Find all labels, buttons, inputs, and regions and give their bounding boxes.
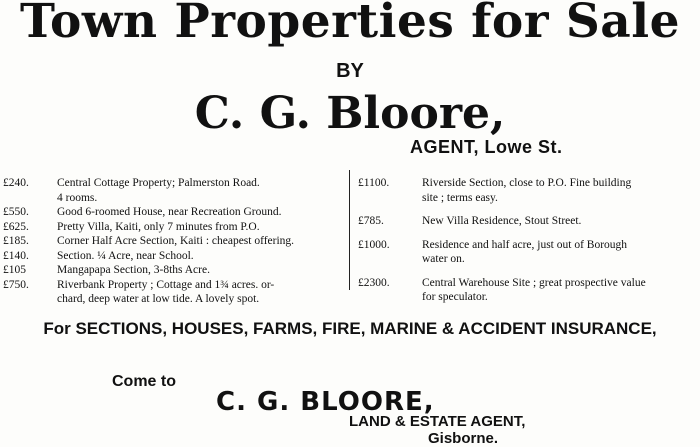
- listing-price: [358, 252, 422, 267]
- listing-description: site ; terms easy.: [422, 191, 498, 204]
- listing-description: New Villa Residence, Stout Street.: [422, 215, 582, 227]
- listing-price: [358, 191, 422, 206]
- agent-town: Gisborne.: [428, 430, 499, 447]
- agent-address: AGENT, Lowe St.: [410, 137, 563, 157]
- column-divider: [349, 170, 350, 290]
- listing-price: £185.: [3, 235, 29, 247]
- agent-name-heading: C. G. Bloore,: [194, 88, 506, 139]
- listing-price: [358, 290, 422, 305]
- listing-description: Riverbank Property ; Cottage and 1¾ acres. or-: [57, 278, 275, 291]
- listings-left-column: [3, 176, 345, 307]
- listing-price: £240.: [3, 177, 29, 189]
- listing-line: [358, 191, 700, 206]
- listing-description: water on.: [422, 253, 465, 265]
- listing-line: [3, 278, 345, 293]
- insurance-line: For SECTIONS, HOUSES, FARMS, FIRE, MARINE & ACCIDENT INSURANCE,: [43, 319, 657, 338]
- listing-line: [358, 176, 700, 191]
- listing-description: Good 6-roomed House, near Recreation Ground.: [57, 206, 282, 218]
- listing-spacer: [358, 229, 700, 238]
- listing-description: Central Warehouse Site ; great prospective value: [422, 276, 646, 289]
- listing-line: [3, 205, 345, 220]
- listing-description: Corner Half Acre Section, Kaiti : cheapest offering.: [57, 235, 295, 247]
- listing-description: for speculator.: [422, 291, 488, 303]
- listing-line: [3, 191, 345, 206]
- listing-price: [3, 292, 57, 307]
- listing-description: Central Cottage Property; Palmerston Road.: [57, 177, 260, 189]
- listing-line: [3, 220, 345, 235]
- agent-role: LAND & ESTATE AGENT,: [349, 413, 526, 430]
- listing-price: £2300.: [358, 276, 390, 289]
- listing-description: chard, deep water at low tide. A lovely spot.: [57, 293, 260, 305]
- listing-price: £550.: [3, 206, 29, 218]
- listing-description: Residence and half acre, just out of Borough: [422, 238, 628, 251]
- listing-line: [358, 214, 700, 229]
- listing-price: £1100.: [358, 177, 390, 189]
- listing-price: £105: [3, 264, 26, 276]
- listing-line: [3, 249, 345, 264]
- footer-agent-name: C. G. BLOORE,: [216, 387, 435, 417]
- listing-price: £785.: [358, 215, 384, 227]
- listing-description: 4 rooms.: [57, 191, 98, 204]
- listing-description: Riverside Section, close to P.O. Fine building: [422, 177, 632, 189]
- listing-line: [3, 263, 345, 278]
- listing-line: [3, 292, 345, 307]
- listing-line: [3, 176, 345, 191]
- listing-description: Section. ¼ Acre, near School.: [57, 249, 194, 262]
- listing-price: £1000.: [358, 238, 390, 251]
- listings-right-column: [358, 176, 700, 305]
- listing-description: Mangapapa Section, 3-8ths Acre.: [57, 264, 210, 276]
- listing-price: £140.: [3, 249, 29, 262]
- listing-line: [358, 252, 700, 267]
- listing-spacer: [358, 267, 700, 276]
- listing-line: [3, 234, 345, 249]
- by-label: BY: [336, 60, 364, 82]
- listing-price: [3, 191, 57, 206]
- listing-line: [358, 276, 700, 291]
- listing-price: £750.: [3, 278, 29, 291]
- advert-title: Town Properties for Sale: [19, 0, 681, 49]
- listing-line: [358, 290, 700, 305]
- listing-description: Pretty Villa, Kaiti, only 7 minutes from P.O.: [57, 220, 260, 233]
- come-to-label: Come to: [112, 373, 176, 390]
- listing-spacer: [358, 205, 700, 214]
- listing-price: £625.: [3, 220, 29, 233]
- listing-line: [358, 238, 700, 253]
